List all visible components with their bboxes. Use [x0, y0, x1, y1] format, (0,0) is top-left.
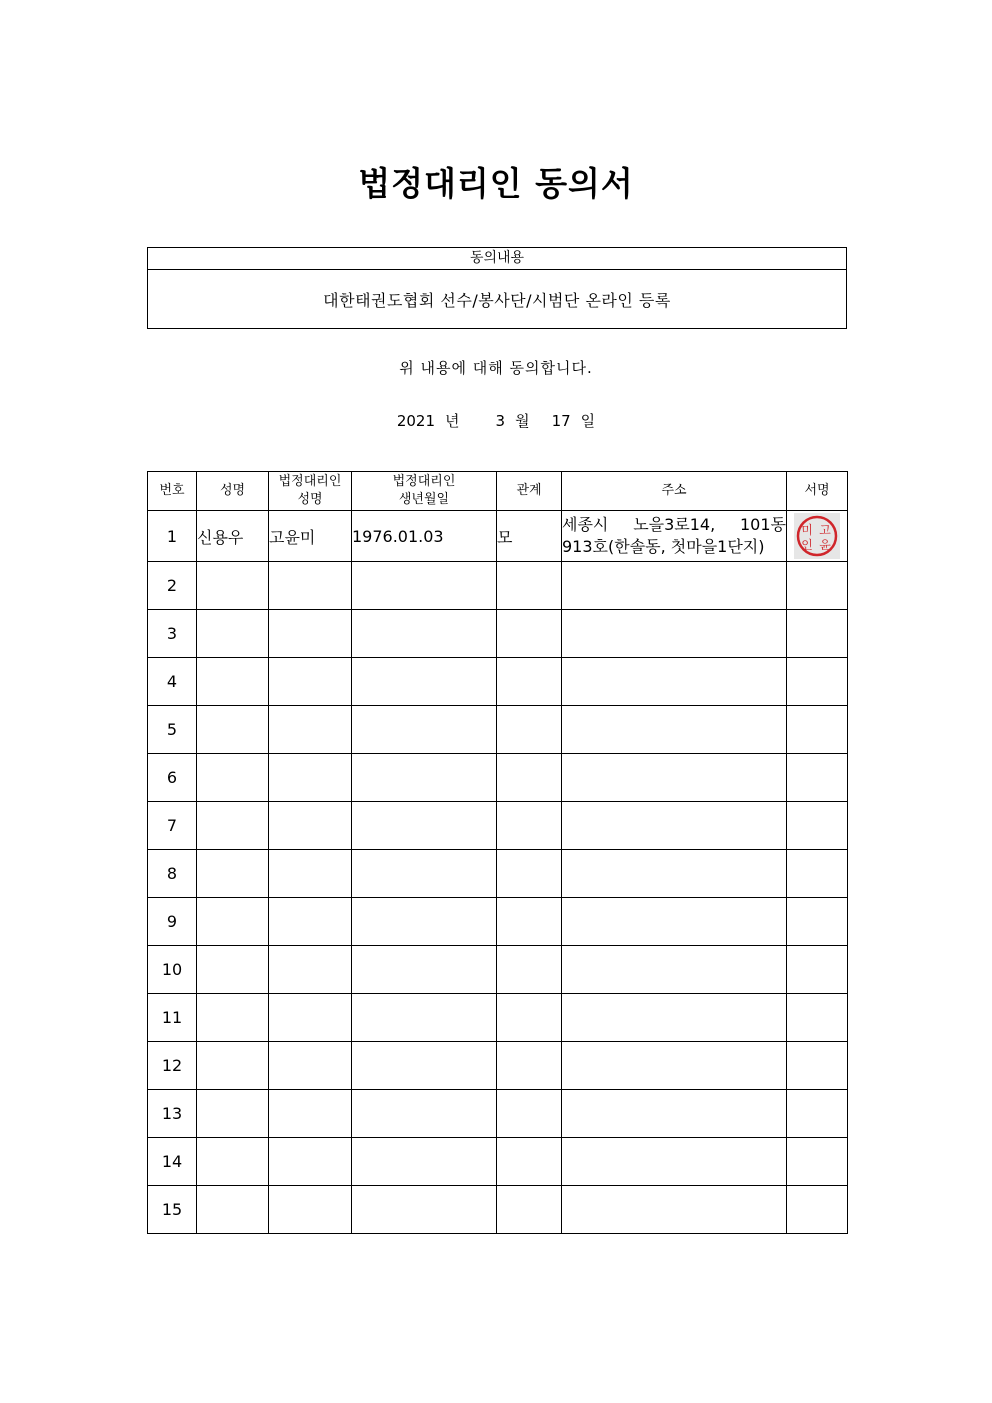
- table-row: [148, 706, 848, 754]
- date-month-unit: 월: [515, 412, 530, 430]
- table-row: [148, 1138, 848, 1186]
- row-number: 6: [148, 754, 197, 802]
- row-number: 13: [148, 1090, 197, 1138]
- header-guardian-birth-line2: 생년월일: [398, 492, 450, 507]
- header-guardian-name: [269, 472, 352, 511]
- table-row: [148, 610, 848, 658]
- header-guardian-name-line1: 법정대리인: [278, 474, 342, 489]
- seal-stamp-icon: [794, 513, 840, 559]
- row-guardian-birth: 1976.01.03: [352, 511, 497, 562]
- table-row: [148, 562, 848, 610]
- row-number: 12: [148, 1042, 197, 1090]
- guardian-table: [147, 471, 848, 1234]
- date-month: 3: [495, 412, 506, 430]
- address-line-1: [562, 514, 786, 536]
- consent-content: 대한태권도협회 선수/봉사단/시범단 온라인 등록: [323, 291, 671, 310]
- date-year-unit: 년: [445, 412, 460, 430]
- address-building: 101동: [740, 515, 786, 534]
- row-name: 신용우: [197, 511, 269, 562]
- row-number: 4: [148, 658, 197, 706]
- table-row: [148, 754, 848, 802]
- date-day: 17: [551, 412, 571, 430]
- address-street: 노을3로14,: [633, 515, 716, 534]
- row-guardian-name: 고윤미: [269, 511, 352, 562]
- svg-text:미: 미: [801, 523, 813, 537]
- page-title: 법정대리인 동의서: [358, 164, 634, 203]
- table-row: [148, 511, 848, 562]
- row-number: 15: [148, 1186, 197, 1234]
- table-row: [148, 1042, 848, 1090]
- row-number: 5: [148, 706, 197, 754]
- header-address: 주소: [562, 472, 787, 511]
- row-number: 3: [148, 610, 197, 658]
- consent-header: 동의내용: [148, 248, 846, 270]
- header-guardian-name-line2: 성명: [297, 492, 323, 507]
- consent-date: [0, 410, 992, 431]
- table-row: [148, 658, 848, 706]
- svg-text:윤: 윤: [819, 538, 831, 552]
- header-signature: 서명: [787, 472, 848, 511]
- table-row: [148, 850, 848, 898]
- row-number: 14: [148, 1138, 197, 1186]
- header-relation: 관계: [497, 472, 562, 511]
- row-signature: [787, 511, 848, 562]
- table-row: [148, 802, 848, 850]
- row-number: 7: [148, 802, 197, 850]
- table-row: [148, 946, 848, 994]
- row-number: 9: [148, 898, 197, 946]
- svg-text:인: 인: [801, 538, 813, 552]
- row-number: 2: [148, 562, 197, 610]
- date-day-unit: 일: [580, 412, 596, 430]
- address-line-2: 913호(한솔동, 첫마을1단지): [562, 537, 765, 556]
- agree-statement: 위 내용에 대해 동의합니다.: [399, 359, 593, 377]
- header-guardian-birth-line1: 법정대리인: [392, 474, 456, 489]
- header-no: 번호: [148, 472, 197, 511]
- row-address: [562, 511, 787, 562]
- row-number: 1: [148, 511, 197, 562]
- address-city: 세종시: [562, 515, 609, 534]
- svg-text:고: 고: [819, 523, 831, 537]
- row-relation: 모: [497, 511, 562, 562]
- row-number: 10: [148, 946, 197, 994]
- date-year: 2021: [396, 412, 436, 430]
- table-row: [148, 1090, 848, 1138]
- row-number: 11: [148, 994, 197, 1042]
- header-name: 성명: [197, 472, 269, 511]
- table-header-row: [148, 472, 848, 511]
- header-guardian-birth: [352, 472, 497, 511]
- table-row: [148, 898, 848, 946]
- row-number: 8: [148, 850, 197, 898]
- table-row: [148, 1186, 848, 1234]
- consent-box: [147, 247, 847, 329]
- table-row: [148, 994, 848, 1042]
